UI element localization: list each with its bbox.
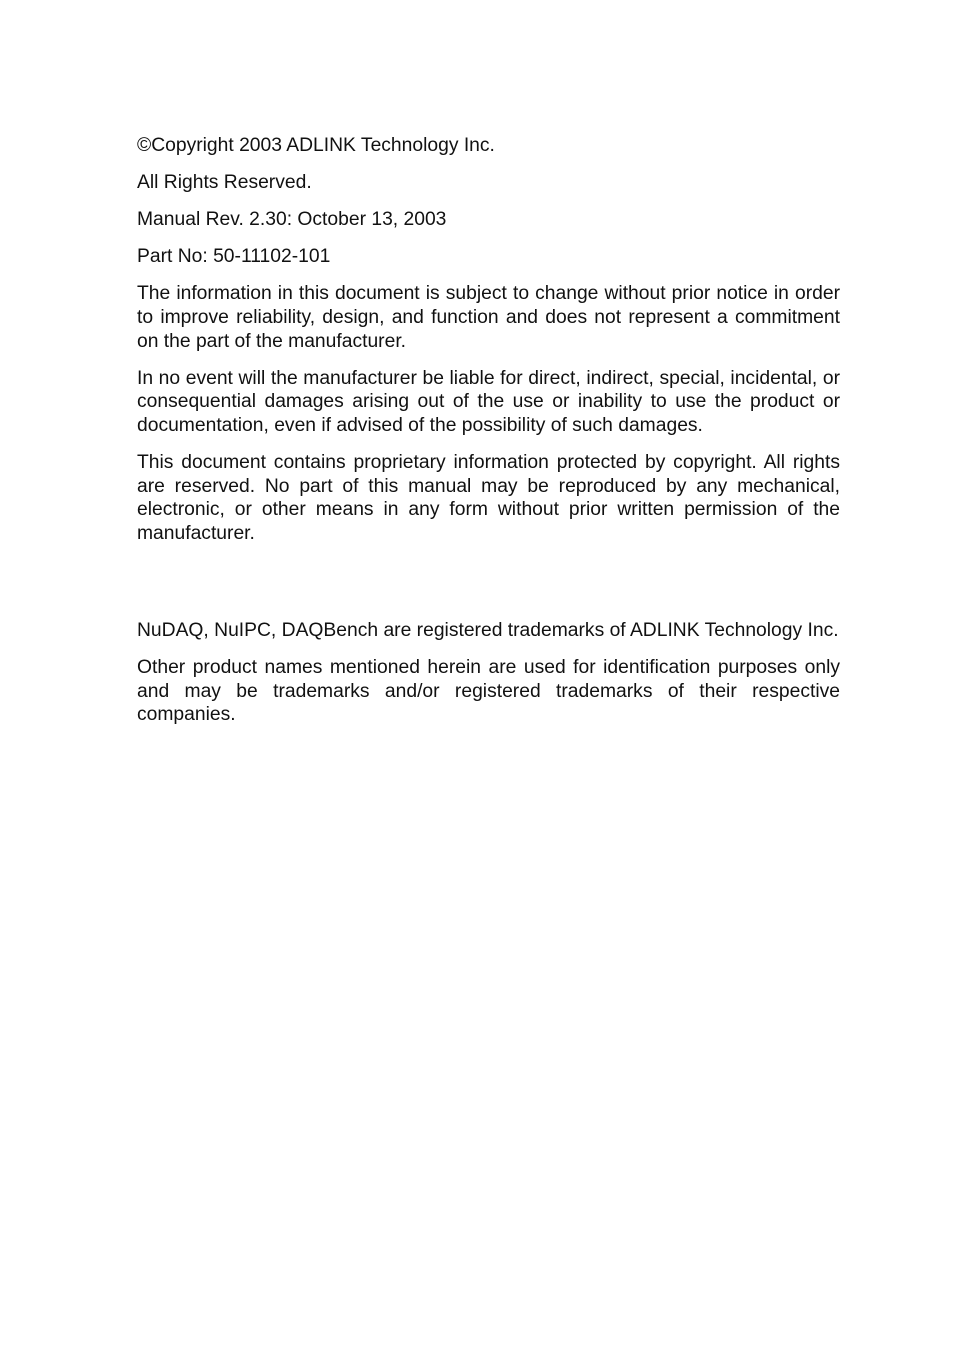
rights-line: All Rights Reserved. bbox=[137, 172, 312, 194]
disclaimer-paragraph-change-notice: The information in this document is subject to change without prior notice in order to improve reliability, design, and function and does not represent a commitment on the part of the manufacturer. bbox=[137, 283, 840, 352]
part-number-line: Part No: 50-11102-101 bbox=[137, 246, 331, 268]
section-spacer bbox=[137, 559, 840, 619]
disclaimer-paragraph-proprietary: This document contains proprietary information protected by copyright. All rights are reserved. No part of this manual may be reproduced by any mechanical, electronic, or other means in any form without prior written permission of the manufacturer. bbox=[137, 451, 840, 544]
disclaimer-paragraph-liability: In no event will the manufacturer be liable for direct, indirect, special, incidental, or consequential damages arising out of the use or inability to use the product or documentation, even if advised of the possibility of such damages. bbox=[137, 367, 840, 436]
trademark-paragraph-other-products: Other product names mentioned herein are used for identification purposes only and may be trademarks and/or registered trademarks of their respective companies. bbox=[137, 656, 840, 726]
trademark-paragraph-registered: NuDAQ, NuIPC, DAQBench are registered trademarks of ADLINK Technology Inc. bbox=[137, 619, 839, 641]
manual-revision-line: Manual Rev. 2.30: October 13, 2003 bbox=[137, 209, 447, 231]
document-content bbox=[137, 134, 840, 740]
copyright-line: ©Copyright 2003 ADLINK Technology Inc. bbox=[137, 135, 495, 156]
